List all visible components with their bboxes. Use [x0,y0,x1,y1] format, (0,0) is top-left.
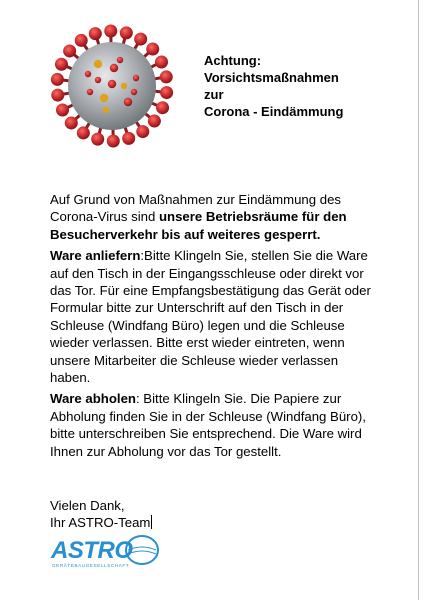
pickup-text: : Bitte Klingeln Sie. Die Papiere zur Abholung finden Sie in der Schleuse (Windfang Büro), bitte unterschreiben Sie entsprechend. Die Ware wird Ihnen zur Abholung vor das Tor gestellt. [50,391,366,459]
logo-wordmark: ASTRO [51,537,133,564]
heading-line-1: Achtung: [204,53,262,68]
notice-heading [204,52,394,120]
delivery-text: :Bitte Klingeln Sie, stellen Sie die Ware auf den Tisch in der Eingangsschleuse oder direkt vor das Tor. Für eine Empfangsbestätigung das Gerät oder Formular bitte zur Unterschrift auf den Tisch in der Schleuse (Windfang Büro) legen und die Schleuse wieder verlassen. Bitte erst wieder eintreten, wenn unsere Mitarbeiter die Schleuse wieder verlassen haben. [50,248,371,386]
coronavirus-image [48,22,176,150]
intro-paragraph [50,191,380,243]
heading-line-3: zur [204,87,224,102]
closing-block [50,497,152,532]
intro-bold-text: unsere Betriebsräume für den Besucherverkehr bis auf weiteres gesperrt. [50,209,347,242]
heading-line-2: Vorsichtsmaßnahmen [204,70,339,85]
pickup-paragraph [50,390,380,460]
notice-body [50,191,380,464]
delivery-label: Ware anliefern [50,248,141,264]
heading-line-4: Corona - Eindämmung [204,104,344,119]
delivery-paragraph [50,247,380,386]
logo-tagline: GERÄTEBAUGESELLSCHAFT [52,563,130,568]
page-edge [418,0,419,600]
pickup-label: Ware abholen [50,391,136,407]
text-cursor [151,515,152,529]
astro-logo [50,534,162,570]
closing-signature-line [50,514,152,531]
closing-thanks: Vielen Dank, [50,498,125,513]
intro-text: Auf Grund von Maßnahmen zur Eindämmung des Corona-Virus sind [50,192,342,225]
closing-signature: Ihr ASTRO-Team [50,515,151,531]
